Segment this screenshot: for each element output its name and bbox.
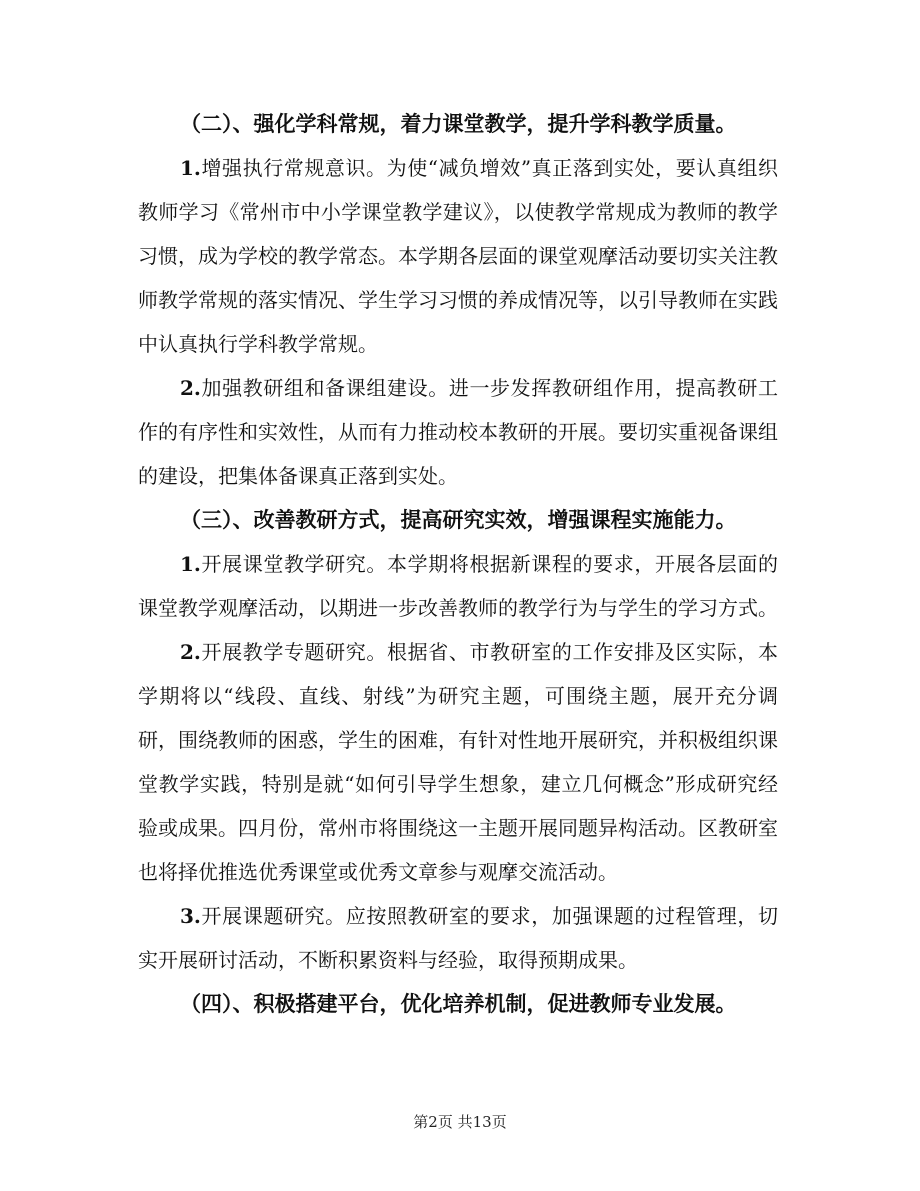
paragraph-text: 增强执行常规意识。为使“减负增效”真正落到实处，要认真组织教师学习《常州市中小学课堂教学建议》，以使教学常规成为教师的教学习惯，成为学校的教学常态。本学期各层面的课堂观摩活动要切实关注教师教学常规的落实情况、学生学习习惯的养成情况等，以引导教师在实践中认真执行学科教学常规。: [138, 156, 778, 356]
item-number: 2.: [180, 376, 201, 400]
item-number: 2.: [180, 640, 201, 664]
paragraph-3-1: [138, 542, 778, 630]
page-number-footer: 第2页 共13页: [413, 1113, 507, 1131]
item-number: 3.: [180, 904, 201, 928]
document-body: [138, 102, 778, 1026]
paragraph-text: 加强教研组和备课组建设。进一步发挥教研组作用，提高教研工作的有序性和实效性，从而有力推动校本教研的开展。要切实重视备课组的建设，把集体备课真正落到实处。: [138, 376, 778, 488]
paragraph-text: 开展教学专题研究。根据省、市教研室的工作安排及区实际，本学期将以“线段、直线、射线”为研究主题，可围绕主题，展开充分调研，围绕教师的困惑，学生的困难，有针对性地开展研究，并积极组织课堂教学实践，特别是就“如何引导学生想象，建立几何概念”形成研究经验或成果。四月份，常州市将围绕这一主题开展同题异构活动。区教研室也将择优推选优秀课堂或优秀文章参与观摩交流活动。: [138, 640, 778, 884]
section-heading-4: （四）、积极搭建平台，优化培养机制，促进教师专业发展。: [180, 991, 737, 1016]
item-number: 1.: [180, 156, 201, 180]
paragraph-2-1: [138, 146, 778, 366]
paragraph-3-3: [138, 894, 778, 982]
section-heading-3: （三）、改善教研方式，提高研究实效，增强课程实施能力。: [180, 507, 737, 532]
section-heading-2: （二）、强化学科常规，着力课堂教学，提升学科教学质量。: [180, 111, 737, 136]
paragraph-text: 开展课堂教学研究。本学期将根据新课程的要求，开展各层面的课堂教学观摩活动，以期进一步改善教师的教学行为与学生的学习方式。: [138, 552, 778, 620]
paragraph-2-2: [138, 366, 778, 498]
paragraph-text: 开展课题研究。应按照教研室的要求，加强课题的过程管理，切实开展研讨活动，不断积累资料与经验，取得预期成果。: [138, 904, 778, 972]
item-number: 1.: [180, 552, 201, 576]
paragraph-3-2: [138, 630, 778, 894]
